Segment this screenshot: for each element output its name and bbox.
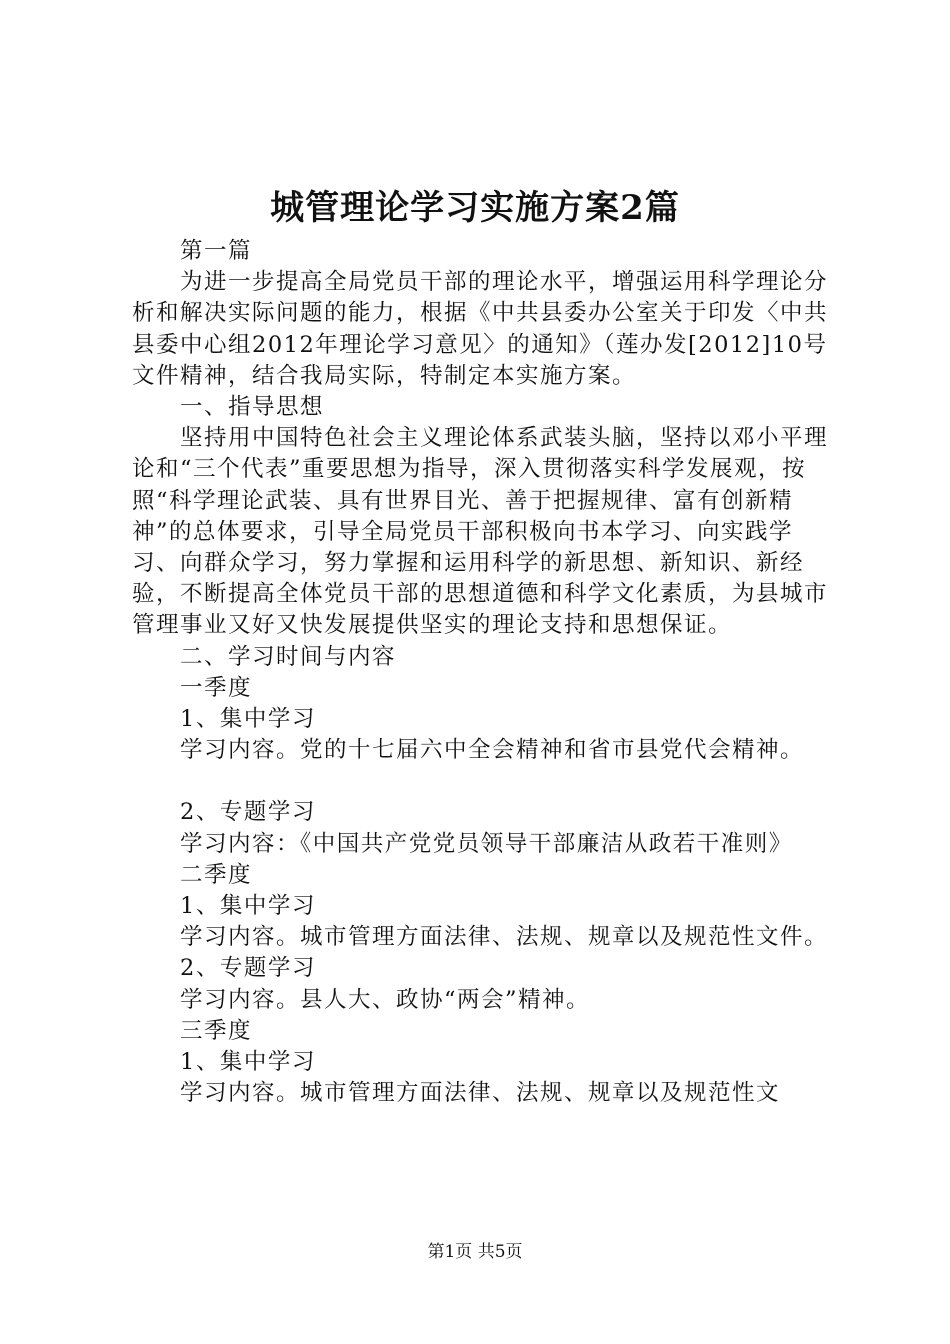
item-q2-concentrated-content: 学习内容。城市管理方面法律、法规、规章以及规范性文件。: [180, 924, 829, 951]
quarter-heading-q2: 二季度: [180, 861, 253, 888]
quarter-heading-q3: 三季度: [180, 1017, 253, 1044]
item-q3-concentrated: 1、集中学习: [180, 1049, 316, 1076]
item-q1-concentrated: 1、集中学习: [180, 706, 316, 733]
page-footer: 第1页 共5页: [427, 1242, 523, 1262]
section-heading-guiding-thought: 一、指导思想: [180, 394, 325, 421]
item-q1-special: 2、专题学习: [180, 799, 316, 826]
item-q3-concentrated-content: 学习内容。城市管理方面法律、法规、规章以及规范性文: [180, 1080, 781, 1107]
item-q1-concentrated-content: 学习内容。党的十七届六中全会精神和省市县党代会精神。: [180, 737, 805, 764]
quarter-heading-q1: 一季度: [180, 674, 253, 701]
paragraph-guiding-thought: 坚持用中国特色社会主义理论体系武装头脑，坚持以邓小平理论和“三个代表”重要思想为指导，深入贯彻落实科学发展观，按照“科学理论武装、具有世界目光、善于把握规律、富有创新精神”的总体要求，引导全局党员干部积极向书本学习、向实践学习、向群众学习，努力掌握和运用科学的新思想、新知识、新经验，不断提高全体党员干部的思想道德和科学文化素质，为县城市管理事业又好又快发展提供坚实的理论支持和思想保证。: [132, 425, 829, 639]
document-title: 城管理论学习实施方案2篇: [270, 188, 680, 228]
item-q2-concentrated: 1、集中学习: [180, 893, 316, 920]
paragraph-purpose: 为进一步提高全局党员干部的理论水平，增强运用科学理论分析和解决实际问题的能力，根据《中共县委办公室关于印发〈中共县委中心组2012年理论学习意见〉的通知》（莲办发[2012]10号文件精神，结合我局实际，特制定本实施方案。: [132, 269, 829, 389]
section-heading-schedule: 二、学习时间与内容: [180, 643, 397, 670]
section-heading-part-one: 第一篇: [180, 238, 253, 264]
blank-line: [132, 766, 832, 797]
item-q2-special-content: 学习内容。县人大、政协“两会”精神。: [180, 986, 591, 1013]
item-q2-special: 2、专题学习: [180, 955, 316, 982]
document-body: [132, 236, 832, 1109]
item-q1-special-content: 学习内容：《中国共产党党员领导干部廉洁从政若干准则》: [180, 830, 793, 857]
